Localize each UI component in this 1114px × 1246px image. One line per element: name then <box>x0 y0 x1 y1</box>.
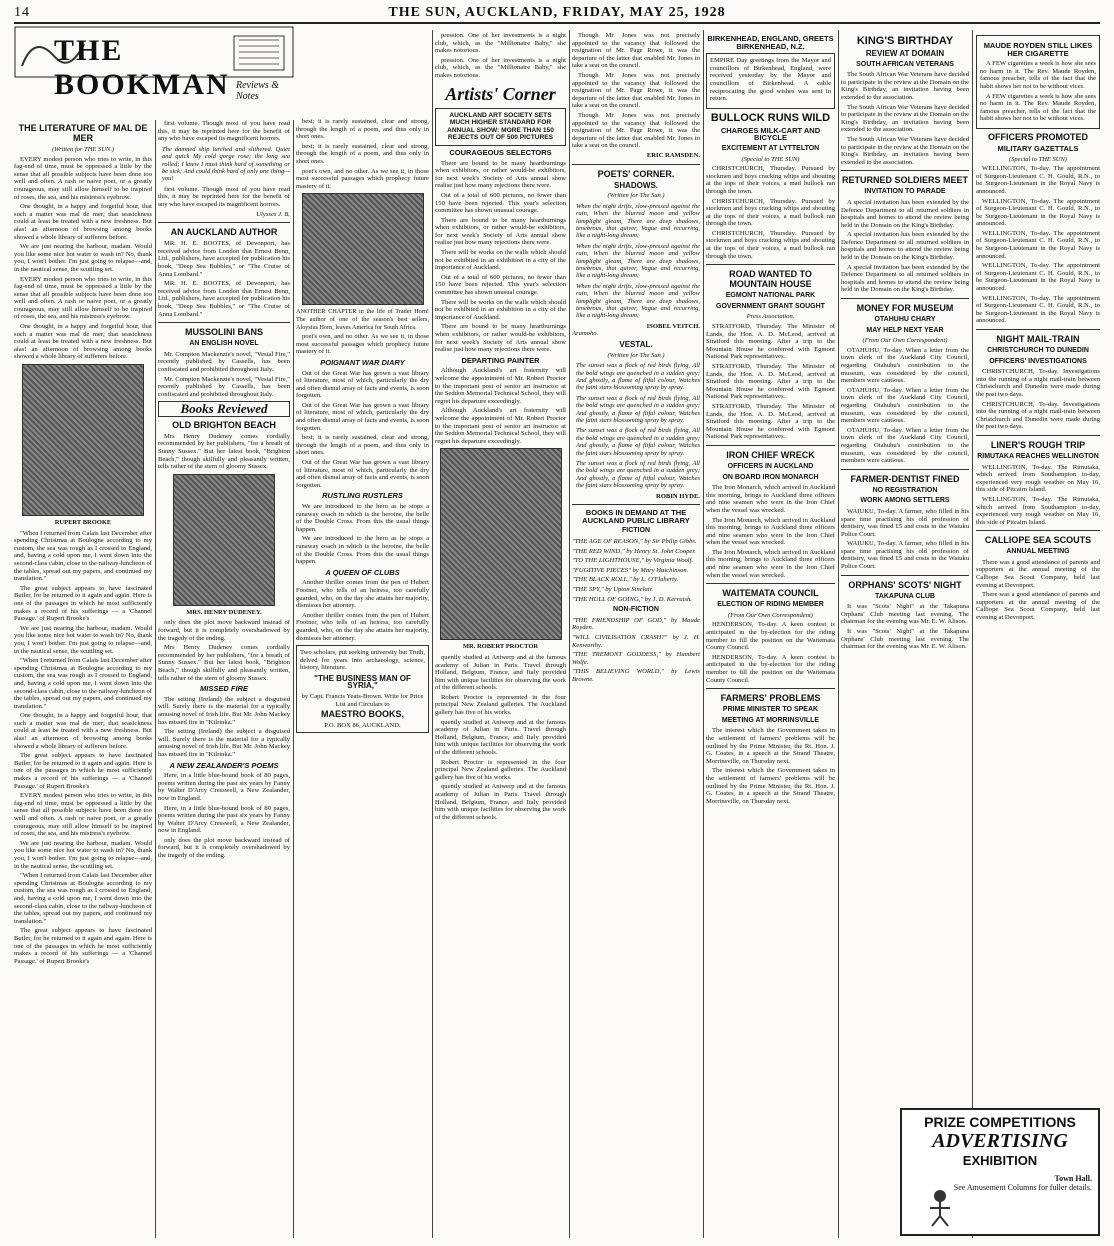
subheadline: MEETING AT MORRINSVILLE <box>721 716 820 724</box>
paragraph: CHRISTCHURCH, To-day. Investigations into the running of a night mail-train between Christchurch and Dunedin were made during the past two days. <box>976 368 1100 398</box>
poem: The sunset was a flock of red birds flying, All the bold wings are quenched in a sudden grey; And ghostly, a flame of fitful colour, Watches the faint stars blossoming spray by spray. <box>576 362 700 392</box>
paragraph: A special invitation has been extended by the Defence Department to all returned soldiers in hospitals and homes to attend the review being held in the Domain on the King's Birthday. <box>841 231 969 262</box>
paragraph: pression. One of her investments is a night club, which, as the "Millionaire Baby," she makes notorious. <box>435 32 566 55</box>
prize-competition-ad <box>900 1108 1100 1236</box>
poem: When the night drifts, slow-pressed against the rain, When the blurred moon and yellow lamplight gleam, There are deep shadows, tenebrous, that quiver, Vague and recurring, like a night-long dream; <box>576 242 700 280</box>
list-item: "THE RED WIND," by Henry St. John Cooper. <box>572 547 696 555</box>
paragraph: We are introduced to the hero as he stops a runaway coach in which is the heroine, the belle of the Double Cross. From this the usual things happen. <box>296 503 429 533</box>
nonfiction-list <box>572 617 700 684</box>
divider <box>841 575 969 576</box>
paragraph: STRATFORD, Thursday. The Minister of Lands, the Hon. A. D. McLeod, arrived at Stratford this morning. After a trip to the Mountain House he conferred with Egmont National Park representatives. <box>706 323 835 361</box>
ad-title: "THE BUSINESS MAN OF SYRIA," <box>314 673 411 691</box>
headline: BOOKS IN DEMAND AT THE AUCKLAND PUBLIC LIBRARY <box>582 508 690 525</box>
byline: Press Association. <box>746 313 795 321</box>
subheadline: ON BOARD IRON MONARCH <box>722 473 819 481</box>
headline: WAITEMATA COUNCIL <box>722 588 819 599</box>
paragraph: first volume. Though most of you have read this, it may be reprinted here for the benefit of any who have escaped its magnificent horrors. <box>158 185 290 208</box>
subheadline: A QUEEN OF CLUBS <box>325 567 400 577</box>
paragraph: CHRISTCHURCH, Thursday. Pursued by stockmen and boys cracking whips and shouting at the tops of their voices, a mad bullock ran through the town. <box>706 229 835 260</box>
paragraph: WELLINGTON, To-day. The appointment of Surgeon-Lieutenant C. H. Gould, R.N., to be Surgeon-Lieutenant in the Royal Navy is announced. <box>976 262 1100 293</box>
divider <box>841 170 969 171</box>
subheadline: TAKAPUNA CLUB <box>875 592 935 600</box>
paragraph: MR. H. E. BOOTES, of Devonport, has received advice from London that Ernest Benn, Ltd., publishers, have accepted for publication his book, "Deep Sea Bubbles," or "The Cruise of Anna Lombard." <box>158 280 290 318</box>
column-rule <box>432 30 433 1238</box>
paragraph: It was "Scots' Night" at the Takapuna Orphans' Club meeting last evening. The chairman for the evening was Mr. E. W. Alison. <box>841 603 969 626</box>
paragraph: We are just nearing the harbour, madam. Would you like some nice hot water to wash in? No, thank you, I won't bother. I'm just going to relapse—and, in the nautical sense, the scuttling set. <box>14 624 152 655</box>
column-4 <box>435 32 566 1236</box>
paragraph: poet's own, and no other. As we see it, in those most successful passages which prophecy future mastery of it. <box>296 333 429 356</box>
subheadline: EXCITEMENT AT LYTTELTON <box>721 144 820 152</box>
subheadline: POIGNANT WAR DIARY <box>320 357 405 367</box>
paragraph: WELLINGTON, To-day. The appointment of Surgeon-Lieutenant C. H. Gould, R.N., to be Surgeon-Lieutenant in the Royal Navy is announced. <box>976 165 1100 195</box>
paragraph: EVERY modest person who tries to write, in this fag-end of time, must be oppressed a little by the sense that all possible subjects have been done too well and often. A rash or naive poet, or a greatly courageous, may still allow himself to be inspired of roses, the sea, and his mistress's eyebrow. <box>14 155 152 201</box>
divider <box>976 435 1100 436</box>
subheadline: CHARGES MILK-CART AND BICYCLE <box>720 125 821 143</box>
paragraph: Out of the Great War has grown a vast library of literature, most of which, particularly the dry and often dismal array of facts and events, is soon forgotten. <box>296 369 429 400</box>
poem-place: Aramoho. <box>572 330 599 338</box>
photo-caption: ANOTHER CHAPTER in the life of Trader Horn! The author of one of the season's best sellers, Aloysius Horn, leaves America for South Africa. <box>296 308 429 331</box>
byline: (Written for THE SUN.) <box>51 146 115 153</box>
byline: (From Our Own Correspondent) <box>862 337 948 345</box>
byline: (Written for The Sun.) <box>607 351 665 359</box>
bookman-banner <box>14 26 294 116</box>
paragraph: The Iron Monarch, which arrived in Auckland this morning, brings to Auckland three officers and nine seamen who were in the Iron Chief when the vessel was wrecked. <box>706 484 835 514</box>
paragraph: quently studied at Antwerp and at the famous academy of Julian in Paris. Travel through Holland, Belgium, France, and Italy provided him with unique facilities for observing the work of the different schools. <box>435 653 566 692</box>
subheadline: DEPARTING PAINTER <box>461 355 540 365</box>
subheadline: COURAGEOUS SELECTORS <box>449 147 552 157</box>
subheadline: MAY HELP NEXT YEAR <box>866 326 944 334</box>
column-rule <box>293 120 294 1238</box>
divider <box>706 688 835 689</box>
column-rule <box>569 30 570 1238</box>
byline: (From Our Own Correspondent) <box>728 611 813 619</box>
list-item: "THE HULL OF GOING," by J. D. Kerruish. <box>572 595 692 603</box>
fiction-list <box>572 538 700 603</box>
paragraph: Out of the Great War has grown a vast library of literature, most of which, particularly the dry and often dismal array of facts and events, is soon forgotten. <box>296 459 429 489</box>
list-item: "FUGITIVE PIECES" by Mary Hutchinson. <box>572 566 689 574</box>
headline: BULLOCK RUNS WILD <box>710 111 831 124</box>
headline: MONEY FOR MUSEUM <box>856 303 954 314</box>
paragraph: Mrs Henry Dudeney comes cordially recommended by her publishers, "for a breath of Sunny Sussex." But her latest book, "Brighton Beach," though skilfully and pleasantly written, tells rather of the stern of gloomy Sussex. <box>158 644 290 682</box>
ad-line-1: PRIZE COMPETITIONS <box>924 1114 1076 1130</box>
paragraph: Another thriller comes from the pen of Hubert Footner, who tells of an heiress, too carefully guarded, who, on the day she attains her majority, dismisses her attorney. <box>296 611 429 642</box>
subheadline: NO REGISTRATION <box>872 486 938 494</box>
column-rule <box>972 30 973 1238</box>
column-rule <box>703 30 704 1238</box>
poem-title: VESTAL. <box>619 339 653 349</box>
poem: When the night drifts, slow-pressed against the rain, When the blurred moon and yellow lamplight gleam, There are deep shadows, tenebrous, that quiver, Vague and recurring, like a night-long dream; <box>576 202 700 240</box>
paragraph: A special invitation has been extended by the Defence Department to all returned soldiers in hospitals and homes to attend the review being held in the Domain on the King's Birthday. <box>841 263 969 294</box>
headline: FARMER-DENTIST FINED <box>850 473 960 484</box>
headline: THE LITERATURE OF MAL DE MER <box>18 123 148 143</box>
paragraph: CHRISTCHURCH, Thursday. Pursued by stockmen and boys cracking whips and shouting at the tops of their voices, a mad bullock ran through the town. <box>706 165 835 195</box>
column-2 <box>158 120 290 1236</box>
paragraph: Mr. Compton Mackenzie's novel, "Vestal Fire," recently published by Cassells, has been confiscated and prohibited throughout Italy. <box>158 375 290 398</box>
paragraph: We are just nearing the harbour, madam. Would you like some nice hot water to wash in? No, thank you, I won't bother. I'm just going to relapse—and, in the nautical sense, the scuttling set. <box>14 243 152 273</box>
bookman-title: THE BOOKMAN <box>54 34 230 101</box>
poem-title: SHADOWS. <box>614 180 658 190</box>
subheadline: RIMUTAKA REACHES WELLINGTON <box>977 452 1099 460</box>
paragraph: The Iron Monarch, which arrived in Auckland this morning, brings to Auckland three officers and nine seamen who were in the Iron Chief when the vessel was wrecked. <box>706 548 835 579</box>
divider <box>706 264 835 265</box>
paragraph: We are just nearing the harbour, madam. Would you like some nice hot water to wash in? No, thank you, I won't bother. I'm just going to relapse—and, in the nautical sense, the scuttling set. <box>14 839 152 870</box>
paragraph: Another thriller comes from the pen of Hubert Footner, who tells of an heiress, too carefully guarded, who, on the day she attains her majority, dismisses her attorney. <box>296 579 429 610</box>
paragraph: CHRISTCHURCH, To-day. Investigations into the running of a night mail-train between Christchurch and Dunedin were made during the past two days. <box>976 400 1100 431</box>
paragraph: The interest which the Government takes in the settlement of farmers' problems will be outlined by the Prime Minister, the Rt. Hon. J. G. Coates, in a speech at the Strand Theatre, Morrinsville, on Thursday next. <box>706 767 835 805</box>
paragraph: WELLINGTON, To-day. The appointment of Surgeon-Lieutenant C. H. Gould, R.N., to be Surgeon-Lieutenant in the Royal Navy is announced. <box>976 229 1100 260</box>
paragraph: Though Mr. Jones was not precisely appointed to the vacancy that followed the resignation of Mr. Page Rowe, it was the departure of the latter that enabled Mr. Jones to take a seat on the council. <box>572 71 700 110</box>
headline: AN AUCKLAND AUTHOR <box>170 227 278 238</box>
subheadline: RUSTLING RUSTLERS <box>322 491 403 501</box>
subheadline: CHRISTCHURCH TO DUNEDIN <box>987 347 1089 354</box>
divider <box>706 583 835 584</box>
list-item: "THE SPY," by Upton Sinclair. <box>572 586 654 593</box>
paragraph: poet's own, and no other. As we see it, in those most successful passages which prophecy future mastery of it. <box>296 167 429 190</box>
divider <box>158 322 290 323</box>
boxed-notice <box>706 53 835 109</box>
paragraph: quently studied at Antwerp and at the famous academy of Julian in Paris. Travel through Holland, Belgium, France, and Italy provided him with unique facilities for observing the work of the different schools. <box>435 783 566 821</box>
subheadline: REVIEW AT DOMAIN <box>865 49 945 58</box>
paragraph: One thought, in a happy and forgetful hour, that such a matter was mal de mer; that seasickness could at least be treated with a new freshness. But alas! an afternoon of browsing among books showed a whole library of sufferers before. <box>14 712 152 750</box>
paragraph: The South African War Veterans have decided to participate in the review at the Domain on the King's Birthday, an invitation having been extended to the association. <box>841 135 969 166</box>
paragraph: We are introduced to the hero as he stops a runaway coach in which is the heroine, the belle of the Double Cross. From this the usual things happen. <box>296 535 429 566</box>
paragraph: WAIUKU, To-day. A farmer, who filled in his spare time practising his old profession of dentistry, was fined £5 and costs in the Waiuku Police Court. <box>841 540 969 571</box>
paragraph: STRATFORD, Thursday. The Minister of Lands, the Hon. A. D. McLeod, arrived at Stratford this morning. After a trip to the Mountain House he conferred with Egmont National Park representatives. <box>706 402 835 441</box>
signoff: ERIC RAMSDEN. <box>646 151 700 159</box>
headline: CALLIOPE SEA SCOUTS <box>984 535 1092 546</box>
paragraph: One thought, in a happy and forgetful hour, that such a matter was mal de mer; that seasickness could at least be treated with a new freshness. But alas! an afternoon of browsing among books showed a whole library of sufferers before. <box>14 203 152 241</box>
divider <box>841 298 969 299</box>
subheadline: WORK AMONG SETTLERS <box>860 497 950 505</box>
headline: KING'S BIRTHDAY <box>856 35 954 47</box>
paragraph: STRATFORD, Thursday. The Minister of Lands, the Hon. A. D. McLeod, arrived at Stratford this morning. After a trip to the Mountain House he conferred with Egmont National Park representatives. <box>706 363 835 401</box>
divider <box>158 222 290 223</box>
paragraph: HENDERSON, To-day. A keen contest is anticipated in the by-election for the riding member to fill the position on the Waitemata County Council. <box>706 653 835 684</box>
subheadline: EGMONT NATIONAL PARK <box>725 292 816 300</box>
byline: (Written for The Sun.) <box>607 192 665 200</box>
figure-illustration <box>910 1188 970 1228</box>
paragraph: Here, in a little blue-bound book of 80 pages, poems written during the past six years by Fanny by Walter D'Arcy Cresswell, a New Zealander, now in England. <box>158 804 290 835</box>
divider <box>976 329 1100 330</box>
poem: When the night drifts, slow-pressed against the rain, When the blurred moon and yellow lamplight gleam, There are deep shadows, tenebrous, that quiver, Vague and recurring, like a night-long dream; <box>576 282 700 320</box>
paragraph: The interest which the Government takes in the settlement of farmers' problems will be outlined by the Prime Minister, the Rt. Hon. J. G. Coates, in a speech at the Strand Theatre, Morrinsville, on Thursday next. <box>706 727 835 765</box>
paragraph: Out of a total of 600 pictures, no fewer than 150 have been rejected. This year's selection committee has shown unusual courage. <box>435 191 566 215</box>
paragraph: Out of a total of 600 pictures, no fewer than 150 have been rejected. This year's selection committee has shown unusual courage. <box>435 273 566 297</box>
headline: RETURNED SOLDIERS MEET <box>841 175 968 186</box>
divider <box>572 164 700 165</box>
paragraph: only does the plot move backward instead of forward, but it is completely overshadowed by the tragedy of the ending. <box>158 619 290 642</box>
headline: NIGHT MAIL-TRAIN <box>996 334 1080 344</box>
headline: LINER'S ROUGH TRIP <box>990 439 1086 450</box>
paragraph: MR. H. E. BOOTES, of Devonport, has received advice from London that Ernest Benn, Ltd., publishers, have accepted for publication his book, "Deep Sea Bubbles," or "The Cruise of Anna Lombard." <box>158 240 290 278</box>
ad-line-3: EXHIBITION <box>962 1153 1038 1168</box>
ad-address: P.O. BOX 86, AUCKLAND. <box>324 721 401 729</box>
ad-line-5: See Amusement Columns for fuller details. <box>953 1183 1092 1192</box>
paragraph: EMPIRE Day greetings from the Mayor and councillors of Birkenhead, England, were received yesterday by the Mayor and councillors of Birkenhead. A cable reciprocating the good wishes was sent in return. <box>710 57 831 103</box>
paragraph: OTAHUHU, To-day. When a letter from the town clerk of the Auckland City Council, regarding Otahuhu's contribution to the museum, was considered by the council, members were cautious. <box>841 426 969 465</box>
paragraph: Although Auckland's art fraternity will welcome the appointment of Mr. Robert Proctor to the important post of senior art instructor at the Seddon Memorial Technical School, they will regret his departure exceedingly. <box>435 407 566 445</box>
headline: FARMERS' PROBLEMS <box>720 693 821 704</box>
headline-box: AUCKLAND ART SOCIETY SETS MUCH HIGHER STANDARD FOR ANNUAL SHOW: MORE THAN 150 REJECTS OUT OF 500 PICTURES <box>435 108 566 146</box>
column-6 <box>706 32 835 1236</box>
headline: POETS' CORNER. <box>597 168 675 179</box>
page-number: 14 <box>14 5 30 20</box>
paragraph: Although Auckland's art fraternity will welcome the appointment of Mr. Robert Proctor to the important post of senior art instructor at the Seddon Memorial Technical School, they will regret his departure exceedingly. <box>435 367 566 405</box>
headline: MAUDE ROYDEN STILL LIKES HER CIGARETTE <box>983 41 1093 58</box>
paragraph: Robert Proctor is represented in the four principal New Zealand galleries. The Auckland gallery has five of his works. <box>435 693 566 717</box>
subheadline: SOUTH AFRICAN VETERANS <box>856 60 954 68</box>
paragraph: The setting (Ireland) the subject a disguised will. Surely there is the material for a typically amusing novel of Irish life. But Mr. John Mackey has missed fire in "Kilrinka." <box>158 728 290 758</box>
ad-line-4: Town Hall. <box>1054 1174 1092 1183</box>
paragraph: One thought, in a happy and forgetful hour, that such a matter was mal de mer; that seasickness could at least be treated with a new freshness. But alas! an afternoon of browsing among books showed a whole library of sufferers before. <box>14 323 152 361</box>
subheadline: GOVERNMENT GRANT SOUGHT <box>716 302 825 310</box>
subheadline: ELECTION OF RIDING MEMBER <box>717 601 824 609</box>
subheadline: OTAHUHU CHARY <box>874 316 936 324</box>
paragraph: WELLINGTON, To-day. The appointment of Surgeon-Lieutenant C. H. Gould, R.N., to be Surgeon-Lieutenant in the Royal Navy is announced. <box>976 294 1100 325</box>
paragraph: Mrs Henry Dudeney comes cordially recommended by her publishers, "for a breath of Sunny Sussex." But her latest book, "Brighton Beach," though skilfully and pleasantly written, tells rather of the stern of gloomy Sussex. <box>158 432 290 471</box>
paragraph: The South African War Veterans have decided to participate in the review at the Domain on the King's Birthday, an invitation having been extended to the association. <box>841 103 969 134</box>
list-item: "THE AGE OF REASON," by Sir Philip Gibbs. <box>572 538 697 546</box>
subheadline: INVITATION TO PARADE <box>864 188 946 196</box>
column-5 <box>572 32 700 1236</box>
section-heading: Books Reviewed <box>158 401 290 417</box>
list-item: "WILL CIVILISATION CRASH?" by J. H. Kenworthy. <box>572 633 700 649</box>
paragraph: EVERY modest person who tries to write, in this fag-end of time, must be oppressed a little by the sense that all possible subjects have been done too well and often. A rash or naive poet, or a greatly courageous, may still allow himself to be inspired of roses, the sea, and his mistress's eyebrow. <box>14 792 152 838</box>
paragraph: pression. One of her investments is a night club, which, as the "Millionaire Baby," she makes notorious. <box>435 56 566 79</box>
paragraph: HENDERSON, To-day. A keen contest is anticipated in the by-election for the riding member to fill the position on the Waitemata County Council. <box>706 621 835 652</box>
list-item: "TO THE LIGHTHOUSE," by Virginia Woolf. <box>572 557 694 565</box>
headline: ORPHANS' SCOTS' NIGHT <box>848 579 962 590</box>
subheadline: ANNUAL MEETING <box>1006 548 1070 556</box>
column-7 <box>841 32 969 1100</box>
paragraph: There are bound to be many heartburnings when exhibitors, or rather would-be exhibitors, for next week's Society of Arts annual show realise just how many rejections there were. <box>435 216 566 247</box>
poem-author: ROBIN HYDE. <box>656 492 700 500</box>
paragraph: WELLINGTON, To-day. The Rimutaka, which arrived from Southampton to-day, experienced very rough weather on May 16, this side of Pitcairn Island. <box>976 463 1100 494</box>
column-1 <box>14 120 152 1236</box>
poem: The sunset was a flock of red birds flying, All the bold wings are quenched in a sudden grey; And ghostly, a flame of fitful colour, Watches the faint stars blossoming spray by spray. <box>576 460 700 490</box>
list-heading: FICTION <box>622 527 650 535</box>
subheadline: MISSED FIRE <box>200 684 248 694</box>
ad-firm: MAESTRO BOOKS, <box>320 709 404 720</box>
paragraph: It was "Scots' Night" at the Takapuna Orphans' Club meeting last evening. The chairman for the evening was Mr. E. W. Alison. <box>841 628 969 651</box>
subheadline: MILITARY GAZETTALS <box>997 143 1079 153</box>
subheadline: PRIME MINISTER TO SPEAK <box>722 706 819 714</box>
paragraph: "When I returned from Calais last December after spending Christmas at Boulogne according to my custom, the sea was rough as I crossed to England, and, having a cold upon me, I went down into the second-class cabin, close to the railway-luncheon of the tables, spread out my papers, and continued my translation." <box>14 529 152 583</box>
paragraph: only does the plot move backward instead of forward, but it is completely overshadowed by the tragedy of the ending. <box>158 836 290 860</box>
paragraph: quently studied at Antwerp and at the famous academy of Julian in Paris. Travel through Holland, Belgium, France, and Italy provided him with unique facilities for observing the work of the different schools. <box>435 718 566 757</box>
page-title: THE SUN, AUCKLAND, FRIDAY, MAY 25, 1928 <box>388 5 726 20</box>
paragraph: There will be works on the walls which should not be exhibited in an exhibition in a city of the importance of Auckland. <box>435 298 566 321</box>
paragraph: A FEW cigarettes a week is how she sees no harm in it. The Rev. Maude Royden, famous preacher, tells of the fact that the habit shows her not to be without vices. <box>980 92 1096 123</box>
paragraph: Though Mr. Jones was not precisely appointed to the vacancy that followed the resignation of Mr. Page Rowe, it was the departure of the latter that enabled Mr. Jones to take a seat on the council. <box>572 32 700 70</box>
paragraph: The setting (Ireland) the subject a disguised will. Surely there is the material for a typically amusing novel of Irish life. But Mr. John Mackey has missed fire in "Kilrinka." <box>158 695 290 726</box>
author-photo <box>302 193 424 305</box>
paragraph: Here, in a little blue-bound book of 80 pages, poems written during the past six years by Fanny by Walter D'Arcy Cresswell, a New Zealander, now in England. <box>158 772 290 802</box>
subheadline: OFFICERS' INVESTIGATIONS <box>989 357 1087 365</box>
book-advertisement <box>296 645 429 733</box>
poem: The sunset was a flock of red birds flying, All the bold wings are quenched in a sudden grey; And ghostly, a flame of fitful colour, Watches the faint stars blossoming spray by spray. <box>576 427 700 457</box>
paragraph: "When I returned from Calais last December after spending Christmas at Boulogne according to my custom, the sea was rough as I crossed to England, and, having a cold upon me, I went down into the second-class cabin, close to the railway-luncheon of the tables, spread out my papers, and continued my translation." <box>14 872 152 925</box>
paragraph: Robert Proctor is represented in the four principal New Zealand galleries. The Auckland gallery has five of his works. <box>435 758 566 781</box>
bookman-tag: Reviews & Notes <box>236 80 280 102</box>
list-item: "THIS BELIEVING WORLD," by Lewis Browne. <box>572 668 700 683</box>
paragraph: The great subject appears to have fascinated Butler, for he returned to it again and again. Here is one of the passages in which he most sufficiently makes a record of his sufferings — a 'Channel Passage.' of Rupert Brooke's <box>14 752 152 790</box>
paragraph: The great subject appears to have fascinated Butler, for he returned to it again and again. Here is one of the passages in which he most sufficiently makes a record of his sufferings — a 'Channel Passage.' of Rupert Brooke's <box>14 927 152 965</box>
byline: (Special to THE SUN) <box>741 155 800 163</box>
portrait-photo <box>22 364 144 516</box>
divider <box>572 504 700 505</box>
masthead <box>14 4 1100 24</box>
list-item: "THE TREMONT GODDESS," by Humbert Wolfe. <box>572 651 700 666</box>
divider <box>841 469 969 470</box>
paragraph: OTAHUHU, To-day. When a letter from the town clerk of the Auckland City Council, regarding Otahuhu's contribution to the museum, was considered by the council, members were cautious. <box>841 346 969 385</box>
paragraph: WAIUKU, To-day. A farmer, who filled in his spare time practising his old profession of dentistry, was fined £5 and costs in the Waiuku Police Court. <box>841 507 969 538</box>
list-heading: NON-FICTION <box>613 606 659 614</box>
subheadline: OFFICERS IN AUCKLAND <box>727 462 814 470</box>
paragraph: "When I returned from Calais last December after spending Christmas at Boulogne according to my custom, the sea was rough as I crossed to England, and, having a cold upon me, I went down into the second-class cabin, close to the railway-luncheon of the tables, spread out my papers, and continued my translation." <box>14 657 152 710</box>
list-item: "THE FRIENDSHIP OF GOD," by Maude Royden. <box>572 616 700 632</box>
paragraph: The great subject appears to have fascinated Butler, for he returned to it again and again. Here is one of the passages in which he most sufficiently makes a record of his sufferings — a 'Channel Passage.' of Rupert Brooke's <box>14 584 152 623</box>
list-item: "THE BLACK ROLL," by L. O'Flaherty. <box>572 576 679 584</box>
headline: OLD BRIGHTON BEACH <box>172 419 276 430</box>
paragraph: There was a good attendance of parents and supporters at the annual meeting of the Calliope Sea Scout Company, held last evening at Devonport. <box>976 591 1100 622</box>
subheadline: A NEW ZEALANDER'S POEMS <box>169 760 279 770</box>
paragraph: Mr. Compton Mackenzie's novel, "Vestal Fire," recently published by Cassells, has been confiscated and prohibited throughout Italy. <box>158 350 290 373</box>
ad-line-2: ADVERTISING <box>932 1130 1068 1152</box>
paragraph: Though Mr. Jones was not precisely appointed to the vacancy that followed the resignation of Mr. Page Rowe, it was the departure of the latter that enabled Mr. Jones to take a seat on the council. <box>572 111 700 150</box>
paragraph: There will be works on the walls which should not be exhibited in an exhibition in a city of the importance of Auckland. <box>435 249 566 272</box>
divider <box>976 530 1100 531</box>
photo-caption: RUPERT BROOKE <box>54 519 112 527</box>
paragraph: WELLINGTON, To-day. The Rimutaka, which arrived from Southampton to-day, experienced very rough weather on May 16, this side of Pitcairn Island. <box>976 495 1100 526</box>
photo-caption: MRS. HENRY DUDENEY. <box>186 608 262 616</box>
paragraph: OTAHUHU, To-day. When a letter from the town clerk of the Auckland City Council, regarding Otahuhu's contribution to the museum, was considered by the council, members were cautious. <box>841 386 969 425</box>
paragraph: A FEW cigarettes a week is how she sees no harm in it. The Rev. Maude Royden, famous preacher, tells of the fact that the habit shows her not to be without vices. <box>980 60 1096 90</box>
ad-text: by Capt. Francis Yeats-Brown. Write for Price List and Circulars to <box>301 693 424 708</box>
paragraph: There are bound to be many heartburnings when exhibitors, or rather would-be exhibitors, for next week's Society of Arts annual show realise just how many rejections there were. <box>435 159 566 190</box>
column-8 <box>976 32 1100 1100</box>
poem: The damned ship lurched and slithered. Quiet and quick My cold gorge rose; the long sea rolled; I knew I must think hard of something or be sick; And could think hard of only one thing—you! <box>162 145 290 183</box>
headline: OFFICERS PROMOTED <box>987 131 1088 142</box>
paragraph: A special invitation has been extended by the Defence Department to all returned soldiers in hospitals and homes to attend the review being held in the Domain on the King's Birthday. <box>841 198 969 229</box>
paragraph: The South African War Veterans have decided to participate in the review at the Domain on the King's Birthday, an invitation having been extended to the association. <box>841 71 969 101</box>
section-heading: Artists' Corner <box>445 83 556 104</box>
paragraph: There are bound to be many heartburnings when exhibitors, or rather would-be exhibitors, for next week's Society of Arts annual show realise just how many rejections there were. <box>435 323 566 354</box>
paragraph: Out of the Great War has grown a vast library of literature, most of which, particularly the dry and often dismal array of facts and events, is soon forgotten. <box>296 401 429 432</box>
portrait-photo <box>440 448 562 640</box>
subheadline: AN ENGLISH NOVEL <box>189 340 259 348</box>
column-3 <box>296 32 429 1236</box>
ad-lead: Two scholars, put seeking university but Truth, delved for years into archaeology, science, history, literature. <box>300 649 425 672</box>
paragraph: The Iron Monarch, which arrived in Auckland this morning, brings to Auckland three officers and nine seamen who were in the Iron Chief when the vessel was wrecked. <box>706 516 835 547</box>
photo-caption: MR. ROBERT PROCTOR <box>462 643 539 651</box>
paragraph: WELLINGTON, To-day. The appointment of Surgeon-Lieutenant C. H. Gould, R.N., to be Surgeon-Lieutenant in the Royal Navy is announced. <box>976 197 1100 228</box>
paragraph: EVERY modest person who tries to write, in this fag-end of time, must be oppressed a little by the sense that all possible subjects have been done too well and often. A rash or naive poet, or a greatly courageous, may still allow himself to be inspired of roses, the sea, and his mistress's eyebrow. <box>14 275 152 321</box>
paragraph: best; it is rarely sustained, clear and strong, through the length of a poem, and thus only in short ones. <box>296 142 429 165</box>
headline: MUSSOLINI BANS <box>184 327 263 338</box>
divider <box>706 445 835 446</box>
byline: (Special to THE SUN) <box>1009 155 1067 163</box>
poem: The sunset was a flock of red birds flying, All the bold wings are quenched in a sudden grey; And ghostly, a flame of fitful colour, Watches the faint stars blossoming spray by spray. <box>576 394 700 424</box>
boxed-story <box>976 35 1100 129</box>
paragraph: There was a good attendance of parents and supporters at the annual meeting of the Calliope Sea Scout Company, held last evening at Devonport. <box>976 558 1100 589</box>
column-rule <box>155 120 156 1238</box>
headline: ROAD WANTED TO MOUNTAIN HOUSE <box>729 269 812 290</box>
signoff: Ulysses J. B. <box>256 210 290 218</box>
portrait-photo <box>173 474 275 606</box>
paragraph: best; it is rarely sustained, clear and strong, through the length of a poem, and thus only in short ones. <box>296 434 429 457</box>
paragraph: best; it is rarely sustained, clear and strong, through the length of a poem, and thus only in short ones. <box>296 118 429 141</box>
paragraph: first volume. Though most of you have read this, it may be reprinted here for the benefit of any who have escaped its magnificent horrors. <box>158 120 290 143</box>
headline: IRON CHIEF WRECK <box>726 449 815 460</box>
headline: BIRKENHEAD, ENGLAND, GREETS BIRKENHEAD, N.Z. <box>707 34 834 51</box>
poem-author: ISOBEL VEITCH. <box>646 322 700 330</box>
column-rule <box>838 30 839 1238</box>
paragraph: CHRISTCHURCH, Thursday. Pursued by stockmen and boys cracking whips and shouting at the tops of their voices, a mad bullock ran through the town. <box>706 197 835 228</box>
